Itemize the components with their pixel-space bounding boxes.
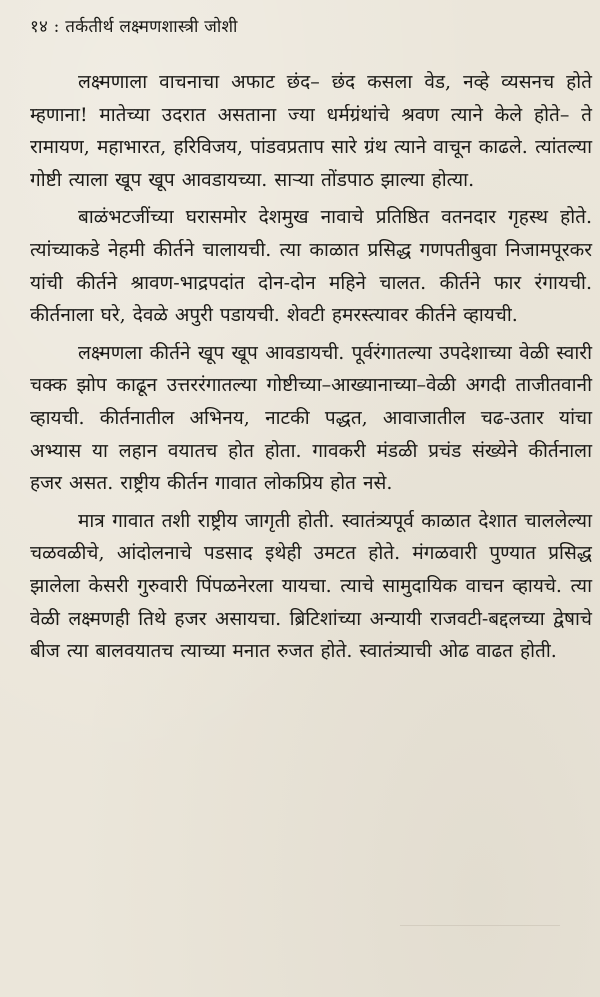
paper-show-through: [400, 925, 560, 966]
paragraph-1: लक्ष्मणाला वाचनाचा अफाट छंद– छंद कसला वेड, नव्हे व्यसनच होते म्हणाना! मातेच्या उदरात असताना ज्या धर्मग्रंथांचे श्रवण त्याने केले होते– ते रामायण, महाभारत, हरिविजय, पांडवप्रताप सारे ग्रंथ त्याने वाचून काढले. त्यांतल्या गोष्टी त्याला खूप खूप आवडायच्या. साऱ्या तोंडपाठ झाल्या होत्या.: [30, 71, 592, 191]
paragraph-2: बाळंभटजींच्या घरासमोर देशमुख नावाचे प्रतिष्ठित वतनदार गृहस्थ होते. त्यांच्याकडे नेहमी कीर्तने चालायची. त्या काळात प्रसिद्ध गणपतीबुवा निजामपूरकर यांची कीर्तने श्रावण-भाद्रपदांत दोन-दोन महिने चालत. कीर्तने फार रंगायची. कीर्तनाला घरे, देवळे अपुरी पडायची. शेवटी हमरस्त्यावर कीर्तने व्हायची.: [30, 206, 592, 327]
paragraph-3: लक्ष्मणला कीर्तने खूप खूप आवडायची. पूर्वरंगातल्या उपदेशाच्या वेळी स्वारी चक्क झोप काढून उत्तररंगातल्या गोष्टीच्या–आख्यानाच्या–वेळी अगदी ताजीतवानी व्हायची. कीर्तनातील अभिनय, नाटकी पद्धत, आवाजातील चढ-उतार यांचा अभ्यास या लहान वयातच होत होता. गावकरी मंडळी प्रचंड संख्येने कीर्तनाला हजर असत. राष्ट्रीय कीर्तन गावात लोकप्रिय होत नसे.: [30, 341, 592, 495]
body-text: [30, 66, 592, 673]
running-head: १४ : तर्कतीर्थ लक्ष्मणशास्त्री जोशी: [30, 17, 238, 37]
paragraph-4: मात्र गावात तशी राष्ट्रीय जागृती होती. स्वातंत्र्यपूर्व काळात देशात चाललेल्या चळवळीचे, आंदोलनाचे पडसाद इथेही उमटत होते. मंगळवारी पुण्यात प्रसिद्ध झालेला केसरी गुरुवारी पिंपळनेरला यायचा. त्याचे सामुदायिक वाचन व्हायचे. त्या वेळी लक्ष्मणही तिथे हजर असायचा. ब्रिटिशांच्या अन्यायी राजवटी-बद्दलच्या द्वेषाचे बीज त्या बालवयातच त्याच्या मनात रुजत होते. स्वातंत्र्याची ओढ वाढत होती.: [30, 509, 592, 663]
